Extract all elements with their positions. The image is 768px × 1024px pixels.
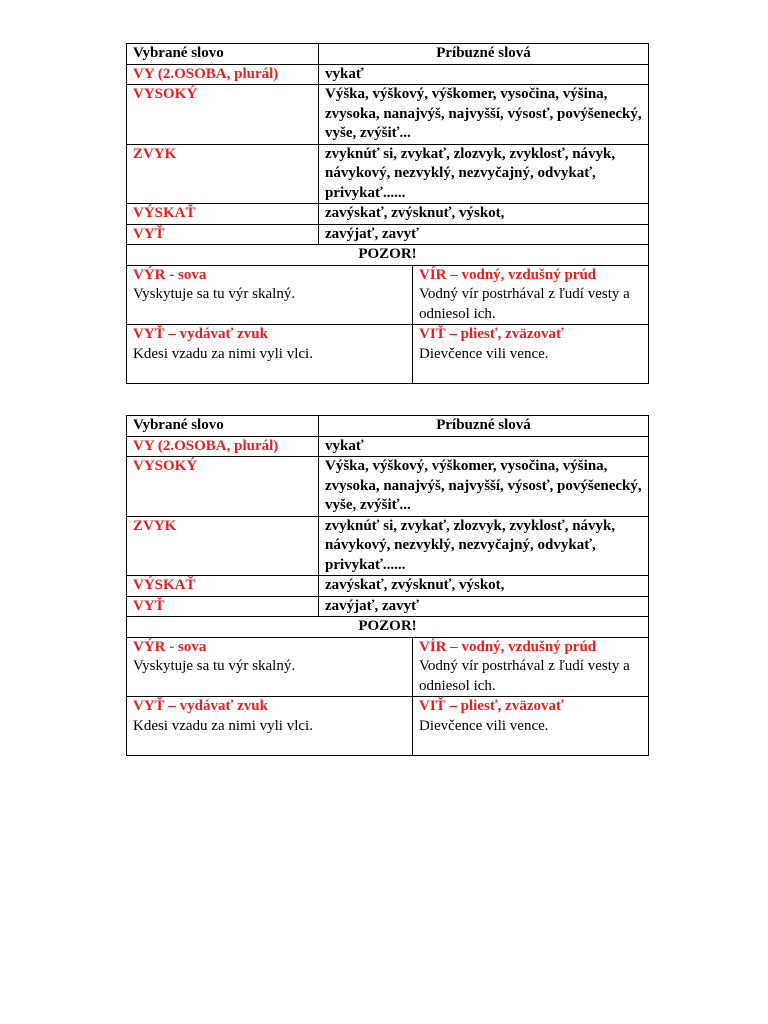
pozor-pair-row xyxy=(127,696,648,755)
table-row xyxy=(127,436,648,457)
pozor-example-sentence: Kdesi vzadu za nimi vyli vlci. xyxy=(133,345,313,362)
pozor-word-title: VÝR - sova xyxy=(133,266,207,283)
header-pribuzne-slova: Príbuzné slová xyxy=(436,45,531,61)
pozor-word-title: VÍR – vodný, vzdušný prúd xyxy=(419,638,597,655)
pozor-word-title: VIŤ – pliesť, zväzovať xyxy=(419,698,564,714)
pozor-word-title: VÍR – vodný, vzdušný prúd xyxy=(419,266,597,283)
pozor-row xyxy=(127,616,648,637)
pozor-example-sentence: Dievčence vili vence. xyxy=(419,717,549,734)
vybrane-slovo-cell: ZVYK xyxy=(127,517,319,576)
pribuzne-slova-cell: zvyknúť si, zvykať, zlozvyk, zvyklosť, návyk, návykový, nezvyklý, nezvyčajný, odvykať, privykať...... xyxy=(325,145,616,201)
vybrane-slovo-cell: VÝSKAŤ xyxy=(127,204,319,224)
table-row xyxy=(127,456,648,516)
pozor-right-cell xyxy=(413,325,648,383)
pozor-example-sentence: Vyskytuje sa tu výr skalný. xyxy=(133,658,296,674)
pribuzne-slova-cell: vykať xyxy=(325,437,364,454)
pozor-pair-row xyxy=(127,324,648,383)
pozor-heading: POZOR! xyxy=(358,246,417,262)
pozor-example-sentence: Dievčence vili vence. xyxy=(419,345,549,362)
pozor-row xyxy=(127,244,648,265)
vybrane-slovo-cell: VYSOKÝ xyxy=(127,457,319,516)
table-row xyxy=(127,144,648,204)
pozor-heading: POZOR! xyxy=(358,618,417,634)
pozor-word-title: VIŤ – pliesť, zväzovať xyxy=(419,326,564,342)
header-vybrane-slovo: Vybrané slovo xyxy=(127,44,319,64)
pribuzne-slova-cell: zavýjať, zavyť xyxy=(325,597,419,614)
pozor-right-cell xyxy=(413,697,648,755)
header-pribuzne-slova: Príbuzné slová xyxy=(436,417,531,433)
vybrane-slovo-cell: VY (2.OSOBA, plurál) xyxy=(127,437,319,457)
pozor-pair-row xyxy=(127,265,648,325)
pribuzne-slova-cell: Výška, výškový, výškomer, vysočina, výšina, zvysoka, nanajvýš, najvyšší, výsosť, povýšenecký, vyše, zvýšiť... xyxy=(325,86,642,141)
pozor-pair-row xyxy=(127,637,648,697)
table-row xyxy=(127,596,648,617)
vybrane-slova-table xyxy=(126,43,649,384)
table-row xyxy=(127,516,648,576)
table-row xyxy=(127,575,648,596)
pozor-word-title: VYŤ – vydávať zvuk xyxy=(133,326,268,342)
vybrane-slovo-cell: VYŤ xyxy=(127,597,319,617)
table-row xyxy=(127,64,648,85)
pozor-example-sentence: Vodný vír postrhával z ľudí vesty a odniesol ich. xyxy=(419,658,630,694)
table-row xyxy=(127,224,648,245)
table-header-row xyxy=(127,44,648,64)
pribuzne-slova-cell: zvyknúť si, zvykať, zlozvyk, zvyklosť, návyk, návykový, nezvyklý, nezvyčajný, odvykať, privykať...... xyxy=(325,517,616,573)
pozor-example-sentence: Vodný vír postrhával z ľudí vesty a odniesol ich. xyxy=(419,286,630,322)
pozor-word-title: VYŤ – vydávať zvuk xyxy=(133,698,268,714)
pozor-right-cell xyxy=(413,266,648,325)
table-row xyxy=(127,203,648,224)
pribuzne-slova-cell: zavýskať, zvýsknuť, výskot, xyxy=(325,205,505,221)
pribuzne-slova-cell: zavýskať, zvýsknuť, výskot, xyxy=(325,577,505,593)
pribuzne-slova-cell: zavýjať, zavyť xyxy=(325,225,419,242)
pozor-left-cell xyxy=(127,638,413,697)
pozor-word-title: VÝR - sova xyxy=(133,638,207,655)
pozor-left-cell xyxy=(127,697,413,755)
table-row xyxy=(127,84,648,144)
pribuzne-slova-cell: Výška, výškový, výškomer, vysočina, výšina, zvysoka, nanajvýš, najvyšší, výsosť, povýšenecký, vyše, zvýšiť... xyxy=(325,458,642,513)
vybrane-slovo-cell: VYSOKÝ xyxy=(127,85,319,144)
table-header-row xyxy=(127,416,648,436)
header-vybrane-slovo: Vybrané slovo xyxy=(127,416,319,436)
vybrane-slovo-cell: VYŤ xyxy=(127,225,319,245)
pozor-example-sentence: Kdesi vzadu za nimi vyli vlci. xyxy=(133,717,313,734)
vybrane-slova-table xyxy=(126,415,649,756)
pribuzne-slova-cell: vykať xyxy=(325,65,364,82)
pozor-example-sentence: Vyskytuje sa tu výr skalný. xyxy=(133,286,296,302)
vybrane-slovo-cell: VÝSKAŤ xyxy=(127,576,319,596)
vybrane-slovo-cell: ZVYK xyxy=(127,145,319,204)
pozor-left-cell xyxy=(127,266,413,325)
vybrane-slovo-cell: VY (2.OSOBA, plurál) xyxy=(127,65,319,85)
pozor-right-cell xyxy=(413,638,648,697)
pozor-left-cell xyxy=(127,325,413,383)
